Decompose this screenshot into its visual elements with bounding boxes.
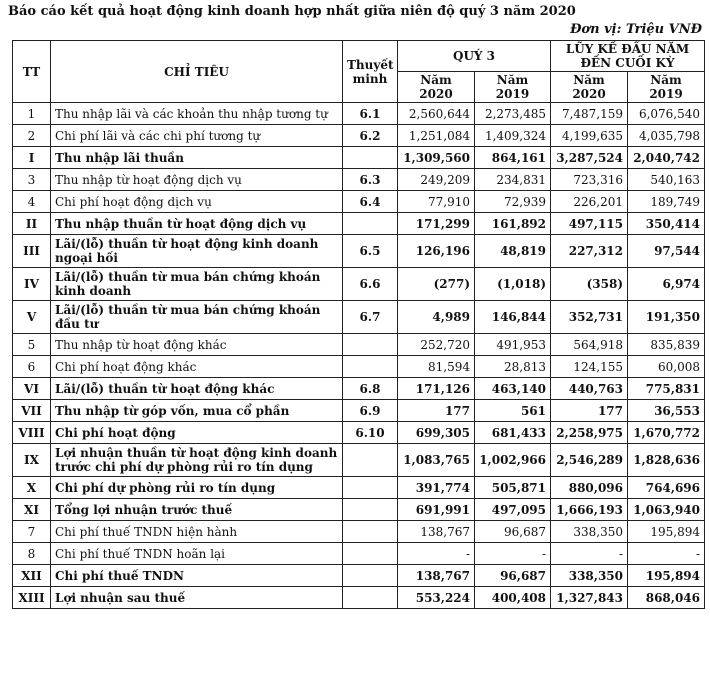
row-thuyet-minh: 6.9 bbox=[343, 400, 398, 422]
row-q3-2019: (1,018) bbox=[475, 268, 551, 301]
row-lk-2020: 227,312 bbox=[551, 235, 628, 268]
row-chi-tieu: Lãi/(lỗ) thuần từ mua bán chứng khoán đầu tư bbox=[51, 301, 343, 334]
table-row bbox=[13, 444, 705, 477]
row-q3-2020: 81,594 bbox=[398, 356, 475, 378]
row-chi-tieu: Lãi/(lỗ) thuần từ mua bán chứng khoán kinh doanh bbox=[51, 268, 343, 301]
row-thuyet-minh bbox=[343, 521, 398, 543]
row-thuyet-minh: 6.5 bbox=[343, 235, 398, 268]
row-thuyet-minh bbox=[343, 587, 398, 609]
row-tt: XII bbox=[13, 565, 51, 587]
row-lk-2020: 564,918 bbox=[551, 334, 628, 356]
row-lk-2020: 1,666,193 bbox=[551, 499, 628, 521]
row-lk-2019: 189,749 bbox=[628, 191, 705, 213]
row-tt: 2 bbox=[13, 125, 51, 147]
row-chi-tieu: Lợi nhuận thuần từ hoạt động kinh doanh trước chi phí dự phòng rủi ro tín dụng bbox=[51, 444, 343, 477]
table-row bbox=[13, 400, 705, 422]
row-thuyet-minh bbox=[343, 356, 398, 378]
row-lk-2019: 775,831 bbox=[628, 378, 705, 400]
row-lk-2019: 6,076,540 bbox=[628, 103, 705, 125]
row-q3-2019: 561 bbox=[475, 400, 551, 422]
row-q3-2020: 2,560,644 bbox=[398, 103, 475, 125]
row-lk-2019: 60,008 bbox=[628, 356, 705, 378]
row-chi-tieu: Thu nhập từ góp vốn, mua cổ phần bbox=[51, 400, 343, 422]
row-thuyet-minh bbox=[343, 334, 398, 356]
row-thuyet-minh: 6.4 bbox=[343, 191, 398, 213]
row-thuyet-minh bbox=[343, 499, 398, 521]
row-lk-2020: 3,287,524 bbox=[551, 147, 628, 169]
row-lk-2020: 723,316 bbox=[551, 169, 628, 191]
row-lk-2020: - bbox=[551, 543, 628, 565]
row-tt: III bbox=[13, 235, 51, 268]
row-chi-tieu: Chi phí hoạt động bbox=[51, 422, 343, 444]
row-tt: 4 bbox=[13, 191, 51, 213]
row-lk-2019: 1,828,636 bbox=[628, 444, 705, 477]
header-chi-tieu: CHỈ TIÊU bbox=[51, 41, 343, 103]
row-q3-2020: 1,251,084 bbox=[398, 125, 475, 147]
header-lk-2020: Năm 2020 bbox=[551, 72, 628, 103]
row-tt: XI bbox=[13, 499, 51, 521]
row-q3-2020: 391,774 bbox=[398, 477, 475, 499]
row-thuyet-minh bbox=[343, 147, 398, 169]
table-row bbox=[13, 499, 705, 521]
row-tt: I bbox=[13, 147, 51, 169]
row-q3-2020: 77,910 bbox=[398, 191, 475, 213]
table-row bbox=[13, 235, 705, 268]
row-chi-tieu: Thu nhập thuần từ hoạt động dịch vụ bbox=[51, 213, 343, 235]
header-q3-2020: Năm 2020 bbox=[398, 72, 475, 103]
row-q3-2019: 1,409,324 bbox=[475, 125, 551, 147]
row-thuyet-minh: 6.2 bbox=[343, 125, 398, 147]
table-row bbox=[13, 521, 705, 543]
row-lk-2020: (358) bbox=[551, 268, 628, 301]
row-lk-2020: 1,327,843 bbox=[551, 587, 628, 609]
row-tt: 8 bbox=[13, 543, 51, 565]
header-tt: TT bbox=[13, 41, 51, 103]
report-title: Báo cáo kết quả hoạt động kinh doanh hợp nhất giữa niên độ quý 3 năm 2020 bbox=[8, 4, 576, 19]
row-q3-2019: 681,433 bbox=[475, 422, 551, 444]
row-chi-tieu: Thu nhập lãi và các khoản thu nhập tương tự bbox=[51, 103, 343, 125]
row-lk-2020: 880,096 bbox=[551, 477, 628, 499]
table-row bbox=[13, 169, 705, 191]
row-lk-2019: 350,414 bbox=[628, 213, 705, 235]
row-chi-tieu: Lợi nhuận sau thuế bbox=[51, 587, 343, 609]
row-lk-2020: 2,258,975 bbox=[551, 422, 628, 444]
row-lk-2020: 7,487,159 bbox=[551, 103, 628, 125]
header-thuyet-minh: Thuyết minh bbox=[343, 41, 398, 103]
row-q3-2020: 249,209 bbox=[398, 169, 475, 191]
row-lk-2019: 868,046 bbox=[628, 587, 705, 609]
row-q3-2019: 491,953 bbox=[475, 334, 551, 356]
row-lk-2019: 2,040,742 bbox=[628, 147, 705, 169]
row-q3-2020: 699,305 bbox=[398, 422, 475, 444]
row-tt: VIII bbox=[13, 422, 51, 444]
header-quy3: QUÝ 3 bbox=[398, 41, 551, 72]
row-lk-2019: 195,894 bbox=[628, 521, 705, 543]
row-tt: 1 bbox=[13, 103, 51, 125]
table-row bbox=[13, 543, 705, 565]
row-q3-2020: 1,309,560 bbox=[398, 147, 475, 169]
row-chi-tieu: Thu nhập từ hoạt động dịch vụ bbox=[51, 169, 343, 191]
row-q3-2020: 252,720 bbox=[398, 334, 475, 356]
row-lk-2020: 338,350 bbox=[551, 565, 628, 587]
table-body bbox=[13, 103, 705, 609]
row-thuyet-minh bbox=[343, 213, 398, 235]
row-chi-tieu: Chi phí lãi và các chi phí tương tự bbox=[51, 125, 343, 147]
row-q3-2020: 171,299 bbox=[398, 213, 475, 235]
row-q3-2020: 138,767 bbox=[398, 565, 475, 587]
row-q3-2019: 146,844 bbox=[475, 301, 551, 334]
row-q3-2019: 400,408 bbox=[475, 587, 551, 609]
row-lk-2020: 177 bbox=[551, 400, 628, 422]
row-chi-tieu: Chi phí hoạt động khác bbox=[51, 356, 343, 378]
row-lk-2019: 835,839 bbox=[628, 334, 705, 356]
row-tt: VII bbox=[13, 400, 51, 422]
row-thuyet-minh bbox=[343, 543, 398, 565]
row-chi-tieu: Chi phí thuế TNDN hoãn lại bbox=[51, 543, 343, 565]
table-row bbox=[13, 301, 705, 334]
row-q3-2019: 505,871 bbox=[475, 477, 551, 499]
table-row bbox=[13, 191, 705, 213]
row-lk-2020: 338,350 bbox=[551, 521, 628, 543]
row-q3-2020: 553,224 bbox=[398, 587, 475, 609]
row-q3-2020: 177 bbox=[398, 400, 475, 422]
row-q3-2019: 864,161 bbox=[475, 147, 551, 169]
row-q3-2020: 171,126 bbox=[398, 378, 475, 400]
row-thuyet-minh bbox=[343, 565, 398, 587]
row-lk-2019: - bbox=[628, 543, 705, 565]
row-lk-2019: 6,974 bbox=[628, 268, 705, 301]
row-q3-2020: 1,083,765 bbox=[398, 444, 475, 477]
row-q3-2020: 138,767 bbox=[398, 521, 475, 543]
row-chi-tieu: Chi phí hoạt động dịch vụ bbox=[51, 191, 343, 213]
row-q3-2019: 463,140 bbox=[475, 378, 551, 400]
row-lk-2020: 2,546,289 bbox=[551, 444, 628, 477]
table-row bbox=[13, 477, 705, 499]
row-q3-2019: 28,813 bbox=[475, 356, 551, 378]
table-row bbox=[13, 587, 705, 609]
row-lk-2019: 4,035,798 bbox=[628, 125, 705, 147]
row-chi-tieu: Thu nhập lãi thuần bbox=[51, 147, 343, 169]
table-row bbox=[13, 268, 705, 301]
header-lk-2019: Năm 2019 bbox=[628, 72, 705, 103]
row-chi-tieu: Lãi/(lỗ) thuần từ hoạt động kinh doanh ngoại hối bbox=[51, 235, 343, 268]
row-lk-2019: 540,163 bbox=[628, 169, 705, 191]
table-row bbox=[13, 103, 705, 125]
row-lk-2019: 1,670,772 bbox=[628, 422, 705, 444]
row-lk-2020: 497,115 bbox=[551, 213, 628, 235]
table-row bbox=[13, 356, 705, 378]
row-thuyet-minh: 6.8 bbox=[343, 378, 398, 400]
row-chi-tieu: Chi phí thuế TNDN hiện hành bbox=[51, 521, 343, 543]
row-q3-2020: 691,991 bbox=[398, 499, 475, 521]
row-q3-2019: 48,819 bbox=[475, 235, 551, 268]
row-tt: V bbox=[13, 301, 51, 334]
row-thuyet-minh: 6.10 bbox=[343, 422, 398, 444]
row-tt: VI bbox=[13, 378, 51, 400]
header-q3-2019: Năm 2019 bbox=[475, 72, 551, 103]
row-tt: II bbox=[13, 213, 51, 235]
row-q3-2019: - bbox=[475, 543, 551, 565]
table-row bbox=[13, 422, 705, 444]
row-q3-2019: 72,939 bbox=[475, 191, 551, 213]
row-tt: IX bbox=[13, 444, 51, 477]
row-q3-2020: 4,989 bbox=[398, 301, 475, 334]
row-thuyet-minh: 6.1 bbox=[343, 103, 398, 125]
row-q3-2019: 96,687 bbox=[475, 565, 551, 587]
table-row bbox=[13, 334, 705, 356]
table-row bbox=[13, 213, 705, 235]
table-row bbox=[13, 378, 705, 400]
row-chi-tieu: Tổng lợi nhuận trước thuế bbox=[51, 499, 343, 521]
row-q3-2020: (277) bbox=[398, 268, 475, 301]
row-lk-2020: 4,199,635 bbox=[551, 125, 628, 147]
row-tt: 7 bbox=[13, 521, 51, 543]
row-lk-2019: 764,696 bbox=[628, 477, 705, 499]
row-chi-tieu: Chi phí dự phòng rủi ro tín dụng bbox=[51, 477, 343, 499]
row-tt: XIII bbox=[13, 587, 51, 609]
row-q3-2019: 234,831 bbox=[475, 169, 551, 191]
row-q3-2020: 126,196 bbox=[398, 235, 475, 268]
row-lk-2020: 352,731 bbox=[551, 301, 628, 334]
row-q3-2019: 497,095 bbox=[475, 499, 551, 521]
row-tt: 6 bbox=[13, 356, 51, 378]
row-thuyet-minh: 6.7 bbox=[343, 301, 398, 334]
row-thuyet-minh: 6.3 bbox=[343, 169, 398, 191]
table-row bbox=[13, 125, 705, 147]
row-q3-2019: 161,892 bbox=[475, 213, 551, 235]
row-lk-2020: 124,155 bbox=[551, 356, 628, 378]
row-lk-2019: 97,544 bbox=[628, 235, 705, 268]
row-chi-tieu: Chi phí thuế TNDN bbox=[51, 565, 343, 587]
row-q3-2019: 1,002,966 bbox=[475, 444, 551, 477]
row-tt: 5 bbox=[13, 334, 51, 356]
row-tt: IV bbox=[13, 268, 51, 301]
row-tt: 3 bbox=[13, 169, 51, 191]
row-thuyet-minh bbox=[343, 477, 398, 499]
row-tt: X bbox=[13, 477, 51, 499]
header-luy-ke: LŨY KẾ ĐẦU NĂM ĐẾN CUỐI KỲ bbox=[551, 41, 705, 72]
row-q3-2020: - bbox=[398, 543, 475, 565]
row-thuyet-minh bbox=[343, 444, 398, 477]
row-lk-2020: 226,201 bbox=[551, 191, 628, 213]
row-lk-2019: 195,894 bbox=[628, 565, 705, 587]
row-chi-tieu: Thu nhập từ hoạt động khác bbox=[51, 334, 343, 356]
row-q3-2019: 2,273,485 bbox=[475, 103, 551, 125]
row-lk-2019: 1,063,940 bbox=[628, 499, 705, 521]
row-lk-2020: 440,763 bbox=[551, 378, 628, 400]
unit-label: Đơn vị: Triệu VNĐ bbox=[570, 22, 702, 37]
row-chi-tieu: Lãi/(lỗ) thuần từ hoạt động khác bbox=[51, 378, 343, 400]
table-row bbox=[13, 147, 705, 169]
row-lk-2019: 36,553 bbox=[628, 400, 705, 422]
row-q3-2019: 96,687 bbox=[475, 521, 551, 543]
income-statement-table bbox=[12, 40, 705, 609]
table-row bbox=[13, 565, 705, 587]
row-lk-2019: 191,350 bbox=[628, 301, 705, 334]
row-thuyet-minh: 6.6 bbox=[343, 268, 398, 301]
